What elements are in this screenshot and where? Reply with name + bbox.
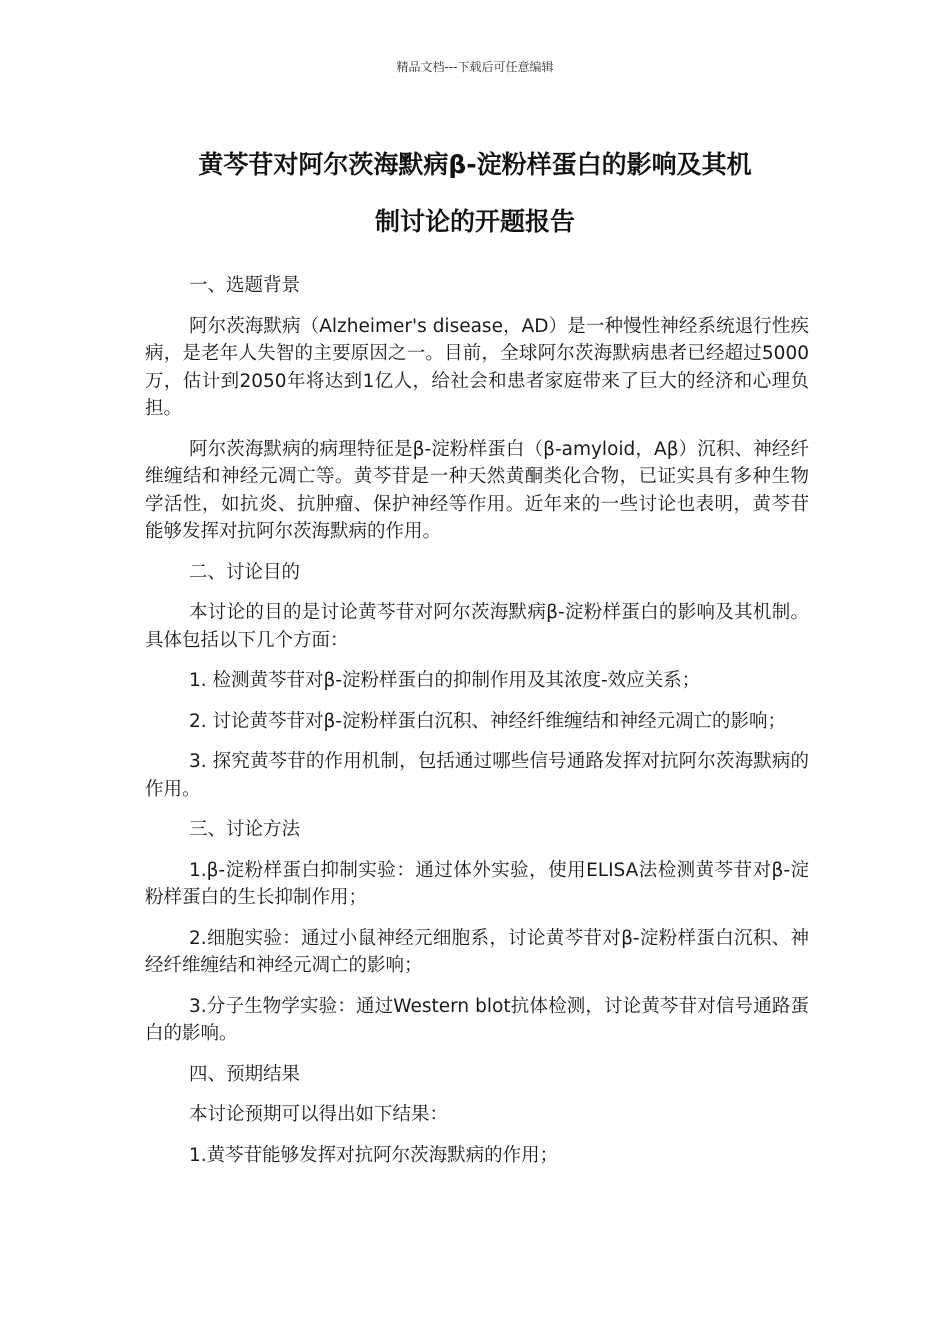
paragraph: 本讨论的目的是讨论黄芩苷对阿尔茨海默病β-淀粉样蛋白的影响及其机制。具体包括以下几个方面： <box>145 602 809 651</box>
list-item: 1.黄芩苷能够发挥对抗阿尔茨海默病的作用； <box>189 1144 559 1166</box>
document-title <box>145 136 805 250</box>
section-heading-background: 一、选题背景 <box>189 275 301 296</box>
section-heading-methods: 三、讨论方法 <box>189 819 301 840</box>
list-item: 2. 讨论黄芩苷对β-淀粉样蛋白沉积、神经纤维缠结和神经元凋亡的影响； <box>189 710 787 732</box>
section-heading-results: 四、预期结果 <box>189 1063 301 1085</box>
title-line-2: 制讨论的开题报告 <box>374 207 575 236</box>
title-line-1: 黄芩苷对阿尔茨海默病β-淀粉样蛋白的影响及其机 <box>198 150 752 179</box>
paragraph: 本讨论预期可以得出如下结果： <box>189 1104 449 1125</box>
list-item: 3.分子生物学实验：通过Western blot抗体检测，讨论黄芩苷对信号通路蛋白的影响。 <box>145 995 809 1044</box>
header-note: 精品文档---下载后可任意编辑 <box>396 60 554 74</box>
paragraph: 阿尔茨海默病（Alzheimer's disease，AD）是一种慢性神经系统退行性疾病，是老年人失智的主要原因之一。目前，全球阿尔茨海默病患者已经超过5000万，估计到2050年将达到1亿人，给社会和患者家庭带来了巨大的经济和心理负担。 <box>145 315 809 419</box>
list-item: 1.β-淀粉样蛋白抑制实验：通过体外实验，使用ELISA法检测黄芩苷对β-淀粉样蛋白的生长抑制作用； <box>145 859 809 908</box>
list-item: 2.细胞实验：通过小鼠神经元细胞系，讨论黄芩苷对β-淀粉样蛋白沉积、神经纤维缠结和神经元凋亡的影响； <box>145 927 809 976</box>
section-heading-purpose: 二、讨论目的 <box>189 561 301 583</box>
list-item: 1. 检测黄芩苷对β-淀粉样蛋白的抑制作用及其浓度-效应关系； <box>189 670 701 691</box>
paragraph: 阿尔茨海默病的病理特征是β-淀粉样蛋白（β-amyloid，Aβ）沉积、神经纤维缠结和神经元凋亡等。黄芩苷是一种天然黄酮类化合物，已证实具有多种生物学活性，如抗炎、抗肿瘤、保护神经等作用。近年来的一些讨论也表明，黄芩苷能够发挥对抗阿尔茨海默病的作用。 <box>145 438 809 542</box>
list-item: 3. 探究黄芩苷的作用机制，包括通过哪些信号通路发挥对抗阿尔茨海默病的作用。 <box>145 751 809 800</box>
document-body <box>145 272 809 1182</box>
